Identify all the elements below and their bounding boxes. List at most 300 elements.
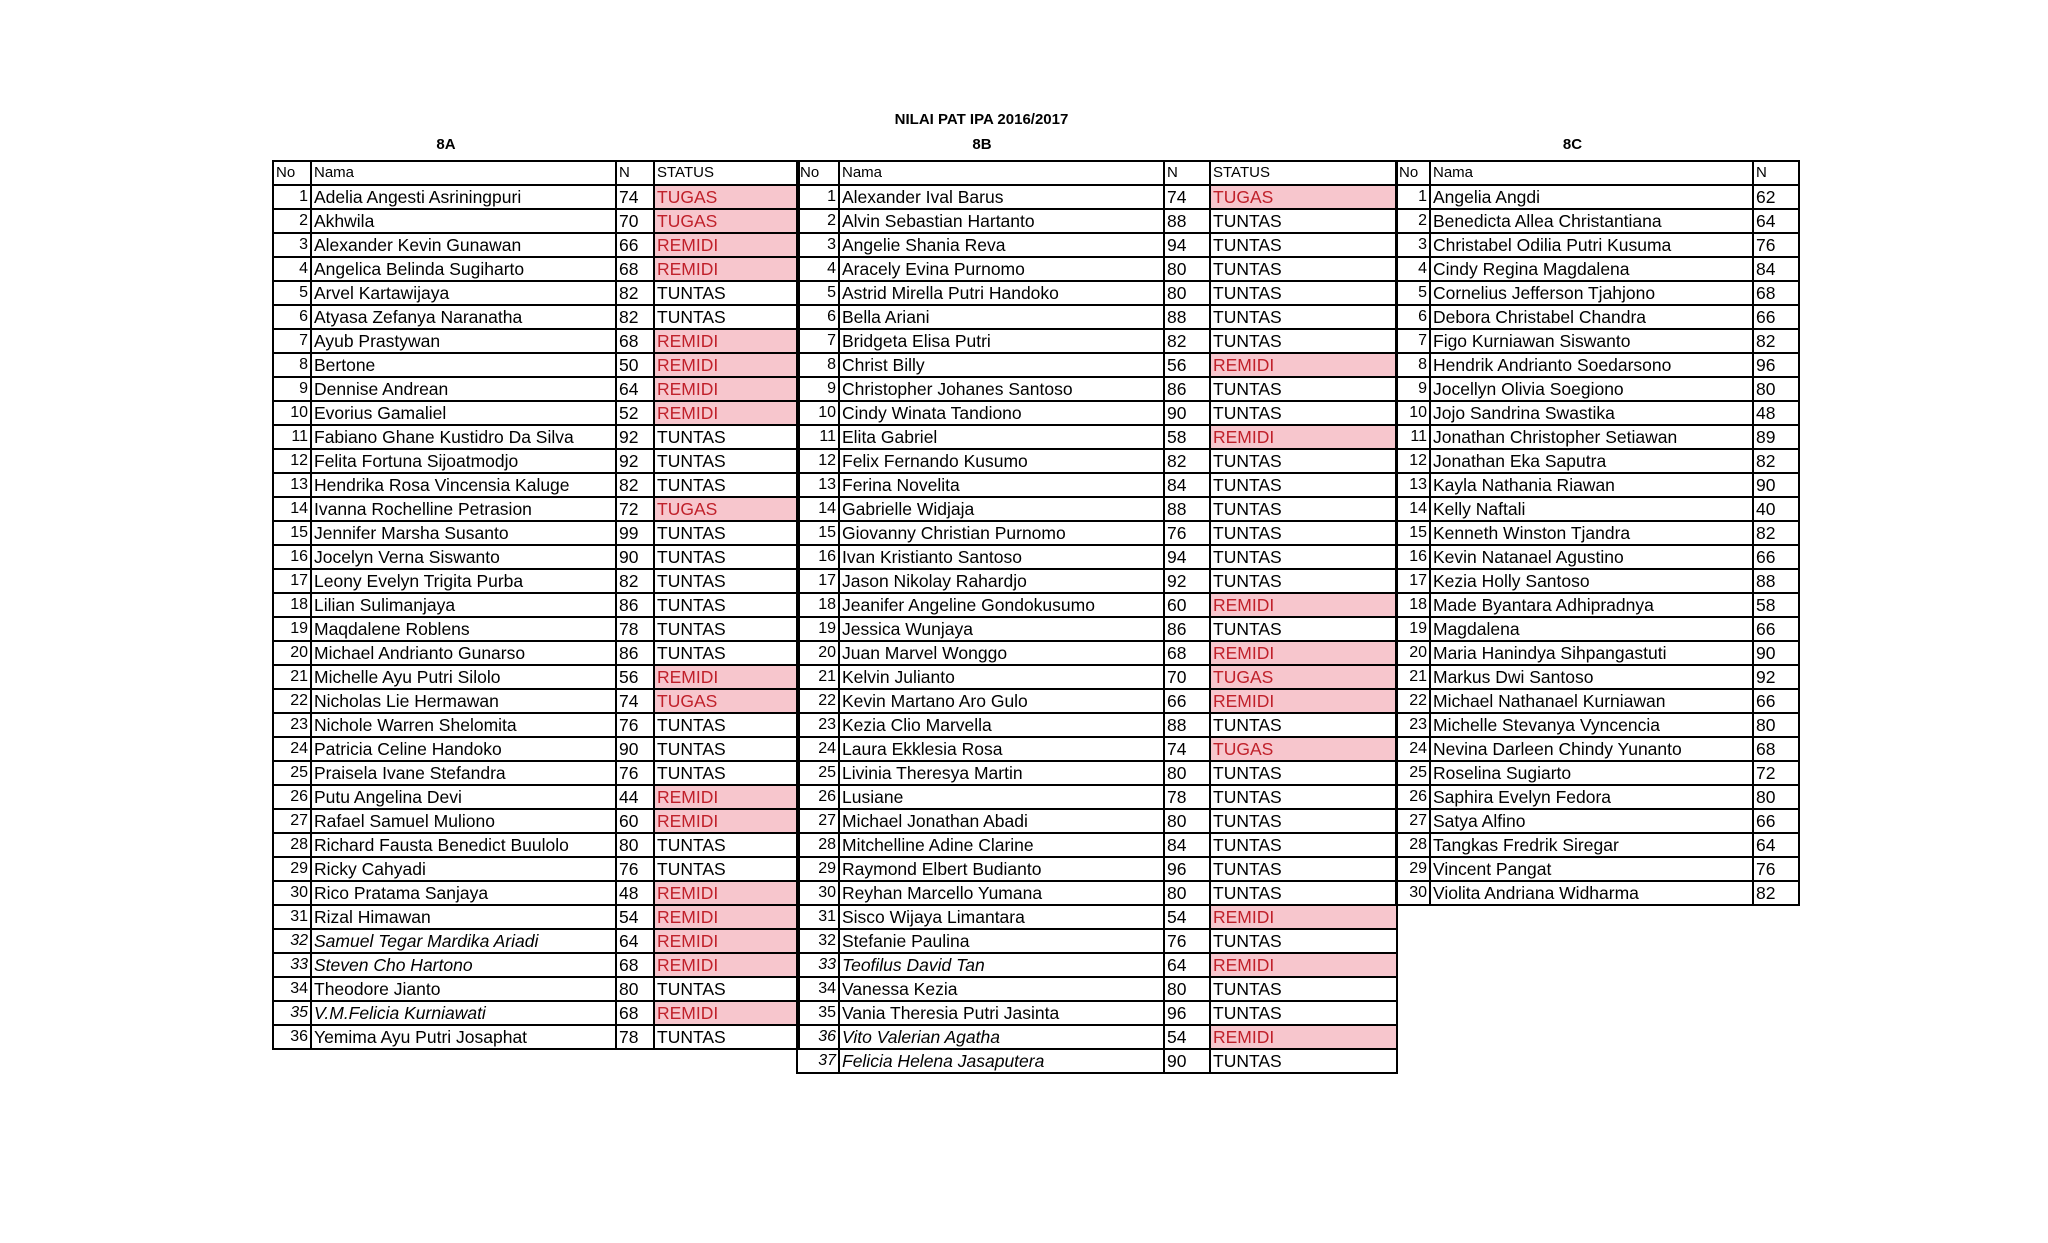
column-header-status: STATUS: [1210, 161, 1397, 185]
table-row: [273, 689, 799, 713]
student-name: Richard Fausta Benedict Buulolo: [311, 833, 616, 857]
student-name: Raymond Elbert Budianto: [839, 857, 1164, 881]
status-badge: TUNTAS: [1210, 809, 1397, 833]
score: 84: [1164, 833, 1210, 857]
table-row: [797, 617, 1397, 641]
row-number: 1: [273, 185, 311, 209]
row-number: 8: [1396, 353, 1430, 377]
table-row: [273, 833, 799, 857]
status-badge: TUNTAS: [1210, 401, 1397, 425]
row-number: 32: [797, 929, 839, 953]
student-name: Made Byantara Adhipradnya: [1430, 593, 1753, 617]
table-row: [273, 905, 799, 929]
table-row: [273, 617, 799, 641]
score: 80: [1164, 281, 1210, 305]
row-number: 20: [797, 641, 839, 665]
status-badge: TUNTAS: [1210, 281, 1397, 305]
status-badge: REMIDI: [1210, 593, 1397, 617]
score: 90: [1753, 641, 1799, 665]
status-badge: TUNTAS: [654, 449, 799, 473]
row-number: 32: [273, 929, 311, 953]
table-row: [1396, 257, 1799, 281]
status-badge: TUNTAS: [654, 473, 799, 497]
row-number: 28: [1396, 833, 1430, 857]
score: 66: [1753, 689, 1799, 713]
score: 80: [1753, 713, 1799, 737]
table-row: [1396, 521, 1799, 545]
student-name: Felix Fernando Kusumo: [839, 449, 1164, 473]
column-header-nama: Nama: [839, 161, 1164, 185]
score: 92: [1164, 569, 1210, 593]
row-number: 6: [1396, 305, 1430, 329]
score: 84: [1164, 473, 1210, 497]
table-row: [797, 977, 1397, 1001]
table-row: [1396, 425, 1799, 449]
row-number: 19: [797, 617, 839, 641]
status-badge: TUNTAS: [1210, 449, 1397, 473]
status-badge: REMIDI: [654, 233, 799, 257]
score: 74: [1164, 737, 1210, 761]
row-number: 16: [273, 545, 311, 569]
student-name: Michael Nathanael Kurniawan: [1430, 689, 1753, 713]
student-name: Astrid Mirella Putri Handoko: [839, 281, 1164, 305]
table-row: [273, 809, 799, 833]
column-header-n: N: [1164, 161, 1210, 185]
table-row: [797, 257, 1397, 281]
score: 86: [616, 593, 654, 617]
score: 88: [1164, 713, 1210, 737]
table-row: [797, 833, 1397, 857]
row-number: 27: [273, 809, 311, 833]
table-row: [797, 1049, 1397, 1073]
row-number: 22: [273, 689, 311, 713]
row-number: 20: [273, 641, 311, 665]
score: 82: [616, 281, 654, 305]
row-number: 2: [797, 209, 839, 233]
score: 48: [1753, 401, 1799, 425]
score: 88: [1753, 569, 1799, 593]
table-row: [1396, 593, 1799, 617]
student-name: Vincent Pangat: [1430, 857, 1753, 881]
student-name: Roselina Sugiarto: [1430, 761, 1753, 785]
student-name: Ricky Cahyadi: [311, 857, 616, 881]
row-number: 3: [797, 233, 839, 257]
row-number: 30: [273, 881, 311, 905]
table-row: [1396, 233, 1799, 257]
score: 74: [616, 689, 654, 713]
student-name: Alvin Sebastian Hartanto: [839, 209, 1164, 233]
table-row: [273, 497, 799, 521]
row-number: 30: [797, 881, 839, 905]
student-name: Steven Cho Hartono: [311, 953, 616, 977]
student-name: Maqdalene Roblens: [311, 617, 616, 641]
score: 76: [1753, 857, 1799, 881]
row-number: 22: [797, 689, 839, 713]
table-row: [797, 809, 1397, 833]
table-row: [797, 689, 1397, 713]
student-name: Teofilus David Tan: [839, 953, 1164, 977]
score: 90: [616, 737, 654, 761]
status-badge: TUNTAS: [1210, 569, 1397, 593]
status-badge: REMIDI: [654, 929, 799, 953]
score: 76: [1753, 233, 1799, 257]
status-badge: TUGAS: [1210, 737, 1397, 761]
row-number: 12: [797, 449, 839, 473]
table-row: [797, 713, 1397, 737]
table-row: [273, 233, 799, 257]
table-row: [797, 593, 1397, 617]
table-row: [273, 881, 799, 905]
row-number: 8: [797, 353, 839, 377]
student-name: Dennise Andrean: [311, 377, 616, 401]
score: 70: [616, 209, 654, 233]
student-name: Angelica Belinda Sugiharto: [311, 257, 616, 281]
student-name: Vanessa Kezia: [839, 977, 1164, 1001]
table-row: [273, 857, 799, 881]
student-name: Bella Ariani: [839, 305, 1164, 329]
table-row: [797, 545, 1397, 569]
table-row: [1396, 377, 1799, 401]
student-name: Jonathan Eka Saputra: [1430, 449, 1753, 473]
row-number: 29: [797, 857, 839, 881]
grade-table-8c: [1395, 160, 1800, 906]
row-number: 24: [797, 737, 839, 761]
table-row: [1396, 665, 1799, 689]
student-name: Violita Andriana Widharma: [1430, 881, 1753, 905]
table-row: [1396, 857, 1799, 881]
table-row: [273, 281, 799, 305]
status-badge: TUNTAS: [1210, 329, 1397, 353]
score: 54: [1164, 1025, 1210, 1049]
row-number: 21: [273, 665, 311, 689]
score: 82: [1753, 521, 1799, 545]
score: 54: [1164, 905, 1210, 929]
score: 60: [1164, 593, 1210, 617]
table-row: [273, 1025, 799, 1049]
grade-table-8b: [796, 160, 1398, 1074]
status-badge: REMIDI: [654, 353, 799, 377]
score: 66: [1753, 545, 1799, 569]
table-row: [273, 449, 799, 473]
score: 90: [1753, 473, 1799, 497]
status-badge: REMIDI: [654, 377, 799, 401]
student-name: Lusiane: [839, 785, 1164, 809]
student-name: Leony Evelyn Trigita Purba: [311, 569, 616, 593]
column-header-n: N: [616, 161, 654, 185]
status-badge: TUNTAS: [1210, 377, 1397, 401]
status-badge: REMIDI: [654, 329, 799, 353]
table-row: [797, 785, 1397, 809]
student-name: Jennifer Marsha Susanto: [311, 521, 616, 545]
row-number: 17: [797, 569, 839, 593]
status-badge: REMIDI: [654, 953, 799, 977]
student-name: Yemima Ayu Putri Josaphat: [311, 1025, 616, 1049]
score: 50: [616, 353, 654, 377]
table-row: [797, 425, 1397, 449]
status-badge: TUNTAS: [1210, 713, 1397, 737]
score: 58: [1164, 425, 1210, 449]
row-number: 18: [1396, 593, 1430, 617]
score: 82: [1753, 329, 1799, 353]
status-badge: REMIDI: [654, 809, 799, 833]
score: 66: [1753, 305, 1799, 329]
student-name: Jojo Sandrina Swastika: [1430, 401, 1753, 425]
student-name: Adelia Angesti Asriningpuri: [311, 185, 616, 209]
student-name: Atyasa Zefanya Naranatha: [311, 305, 616, 329]
table-row: [1396, 329, 1799, 353]
score: 76: [1164, 929, 1210, 953]
row-number: 6: [797, 305, 839, 329]
row-number: 21: [797, 665, 839, 689]
student-name: Putu Angelina Devi: [311, 785, 616, 809]
status-badge: TUNTAS: [654, 521, 799, 545]
row-number: 23: [273, 713, 311, 737]
score: 64: [1753, 833, 1799, 857]
score: 96: [1164, 1001, 1210, 1025]
table-row: [1396, 689, 1799, 713]
row-number: 8: [273, 353, 311, 377]
status-badge: TUGAS: [654, 497, 799, 521]
row-number: 34: [273, 977, 311, 1001]
score: 80: [616, 833, 654, 857]
row-number: 29: [273, 857, 311, 881]
row-number: 27: [797, 809, 839, 833]
status-badge: TUNTAS: [1210, 857, 1397, 881]
student-name: Patricia Celine Handoko: [311, 737, 616, 761]
table-header-row: [797, 161, 1397, 185]
class-title-8a: 8A: [436, 136, 456, 153]
status-badge: TUNTAS: [654, 833, 799, 857]
row-number: 27: [1396, 809, 1430, 833]
score: 88: [1164, 209, 1210, 233]
status-badge: REMIDI: [654, 665, 799, 689]
score: 70: [1164, 665, 1210, 689]
status-badge: REMIDI: [654, 905, 799, 929]
score: 78: [1164, 785, 1210, 809]
row-number: 7: [1396, 329, 1430, 353]
row-number: 11: [797, 425, 839, 449]
table-row: [1396, 641, 1799, 665]
score: 68: [616, 257, 654, 281]
student-name: Rizal Himawan: [311, 905, 616, 929]
student-name: Arvel Kartawijaya: [311, 281, 616, 305]
table-row: [797, 497, 1397, 521]
status-badge: TUNTAS: [654, 593, 799, 617]
status-badge: TUNTAS: [1210, 233, 1397, 257]
score: 94: [1164, 233, 1210, 257]
score: 80: [1164, 761, 1210, 785]
table-row: [1396, 497, 1799, 521]
status-badge: REMIDI: [1210, 425, 1397, 449]
score: 90: [1164, 401, 1210, 425]
status-badge: TUNTAS: [1210, 761, 1397, 785]
page-title: NILAI PAT IPA 2016/2017: [894, 111, 1069, 128]
student-name: Ivanna Rochelline Petrasion: [311, 497, 616, 521]
score: 78: [616, 617, 654, 641]
table-row: [797, 737, 1397, 761]
row-number: 21: [1396, 665, 1430, 689]
column-header-status: STATUS: [654, 161, 799, 185]
table-row: [797, 281, 1397, 305]
table-row: [273, 785, 799, 809]
score: 68: [1753, 737, 1799, 761]
table-row: [1396, 353, 1799, 377]
table-row: [273, 401, 799, 425]
row-number: 24: [1396, 737, 1430, 761]
row-number: 4: [1396, 257, 1430, 281]
student-name: Mitchelline Adine Clarine: [839, 833, 1164, 857]
student-name: Kelly Naftali: [1430, 497, 1753, 521]
status-badge: REMIDI: [1210, 689, 1397, 713]
row-number: 31: [797, 905, 839, 929]
table-row: [1396, 737, 1799, 761]
row-number: 36: [797, 1025, 839, 1049]
status-badge: TUNTAS: [1210, 521, 1397, 545]
status-badge: TUNTAS: [654, 1025, 799, 1049]
score: 99: [616, 521, 654, 545]
student-name: Samuel Tegar Mardika Ariadi: [311, 929, 616, 953]
row-number: 22: [1396, 689, 1430, 713]
student-name: Magdalena: [1430, 617, 1753, 641]
score: 96: [1164, 857, 1210, 881]
score: 80: [1753, 377, 1799, 401]
student-name: Fabiano Ghane Kustidro Da Silva: [311, 425, 616, 449]
row-number: 15: [797, 521, 839, 545]
row-number: 26: [273, 785, 311, 809]
student-name: Rafael Samuel Muliono: [311, 809, 616, 833]
table-row: [797, 209, 1397, 233]
row-number: 11: [273, 425, 311, 449]
score: 76: [616, 857, 654, 881]
score: 80: [616, 977, 654, 1001]
table-row: [797, 377, 1397, 401]
score: 56: [616, 665, 654, 689]
status-badge: REMIDI: [1210, 641, 1397, 665]
table-row: [273, 641, 799, 665]
student-name: Ivan Kristianto Santoso: [839, 545, 1164, 569]
table-row: [797, 881, 1397, 905]
row-number: 3: [273, 233, 311, 257]
row-number: 9: [797, 377, 839, 401]
row-number: 5: [797, 281, 839, 305]
status-badge: TUNTAS: [654, 641, 799, 665]
score: 64: [616, 929, 654, 953]
table-row: [273, 209, 799, 233]
grade-table-8a: [272, 160, 800, 1050]
table-row: [797, 305, 1397, 329]
row-number: 3: [1396, 233, 1430, 257]
student-name: Markus Dwi Santoso: [1430, 665, 1753, 689]
row-number: 10: [273, 401, 311, 425]
student-name: Felicia Helena Jasaputera: [839, 1049, 1164, 1073]
row-number: 25: [1396, 761, 1430, 785]
score: 96: [1753, 353, 1799, 377]
score: 48: [616, 881, 654, 905]
student-name: Akhwila: [311, 209, 616, 233]
score: 82: [1753, 449, 1799, 473]
table-row: [1396, 569, 1799, 593]
status-badge: TUNTAS: [1210, 929, 1397, 953]
row-number: 5: [1396, 281, 1430, 305]
student-name: Angelie Shania Reva: [839, 233, 1164, 257]
student-name: Cornelius Jefferson Tjahjono: [1430, 281, 1753, 305]
status-badge: TUNTAS: [654, 305, 799, 329]
table-row: [797, 401, 1397, 425]
row-number: 15: [273, 521, 311, 545]
status-badge: TUNTAS: [1210, 305, 1397, 329]
student-name: Ayub Prastywan: [311, 329, 616, 353]
table-row: [797, 665, 1397, 689]
score: 66: [616, 233, 654, 257]
row-number: 35: [797, 1001, 839, 1025]
row-number: 29: [1396, 857, 1430, 881]
row-number: 9: [273, 377, 311, 401]
student-name: Kenneth Winston Tjandra: [1430, 521, 1753, 545]
score: 78: [616, 1025, 654, 1049]
score: 92: [616, 449, 654, 473]
score: 72: [616, 497, 654, 521]
student-name: Stefanie Paulina: [839, 929, 1164, 953]
row-number: 17: [1396, 569, 1430, 593]
score: 82: [1164, 329, 1210, 353]
status-badge: REMIDI: [1210, 353, 1397, 377]
row-number: 13: [273, 473, 311, 497]
status-badge: TUNTAS: [1210, 209, 1397, 233]
score: 66: [1753, 617, 1799, 641]
student-name: Evorius Gamaliel: [311, 401, 616, 425]
table-row: [273, 953, 799, 977]
status-badge: TUNTAS: [1210, 833, 1397, 857]
score: 66: [1753, 809, 1799, 833]
column-header-no: No: [1396, 161, 1430, 185]
student-name: Debora Christabel Chandra: [1430, 305, 1753, 329]
score: 82: [1164, 449, 1210, 473]
row-number: 2: [1396, 209, 1430, 233]
student-name: Michelle Ayu Putri Silolo: [311, 665, 616, 689]
student-name: Rico Pratama Sanjaya: [311, 881, 616, 905]
status-badge: TUNTAS: [654, 761, 799, 785]
student-name: Jason Nikolay Rahardjo: [839, 569, 1164, 593]
student-name: Benedicta Allea Christantiana: [1430, 209, 1753, 233]
table-row: [273, 185, 799, 209]
student-name: Livinia Theresya Martin: [839, 761, 1164, 785]
row-number: 30: [1396, 881, 1430, 905]
score: 92: [1753, 665, 1799, 689]
student-name: Michelle Stevanya Vyncencia: [1430, 713, 1753, 737]
student-name: Jonathan Christopher Setiawan: [1430, 425, 1753, 449]
table-row: [1396, 473, 1799, 497]
column-header-n: N: [1753, 161, 1799, 185]
status-badge: TUNTAS: [1210, 473, 1397, 497]
table-row: [1396, 785, 1799, 809]
table-row: [1396, 449, 1799, 473]
score: 82: [616, 569, 654, 593]
student-name: Sisco Wijaya Limantara: [839, 905, 1164, 929]
table-row: [797, 473, 1397, 497]
status-badge: TUNTAS: [1210, 881, 1397, 905]
row-number: 14: [797, 497, 839, 521]
row-number: 28: [273, 833, 311, 857]
table-row: [273, 593, 799, 617]
student-name: Laura Ekklesia Rosa: [839, 737, 1164, 761]
row-number: 34: [797, 977, 839, 1001]
row-number: 7: [797, 329, 839, 353]
row-number: 19: [1396, 617, 1430, 641]
student-name: Bridgeta Elisa Putri: [839, 329, 1164, 353]
row-number: 16: [797, 545, 839, 569]
student-name: Satya Alfino: [1430, 809, 1753, 833]
row-number: 16: [1396, 545, 1430, 569]
